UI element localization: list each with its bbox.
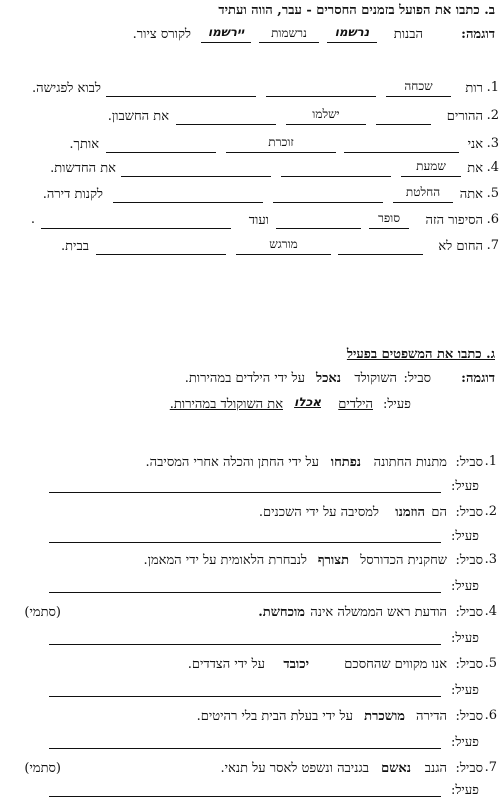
given-verb: מורגש <box>269 237 298 251</box>
active-label: פעיל: <box>450 479 479 494</box>
example-passive-verb: נאכל <box>315 371 341 386</box>
example-passive-rest: על ידי הילדים במהירות. <box>184 371 305 386</box>
given-verb: שכחה <box>404 79 433 93</box>
sentence-end: למסיבה על ידי השכנים. <box>258 505 379 520</box>
item-connector: ועוד <box>248 213 269 228</box>
answer-line[interactable] <box>49 592 441 593</box>
sentence-end: לנבחרת הלאומית על ידי המאמן. <box>143 553 307 568</box>
verb-line[interactable] <box>338 254 423 255</box>
verb-line[interactable] <box>121 176 271 177</box>
active-label: פעיל: <box>450 683 479 698</box>
answer-line[interactable] <box>49 542 441 543</box>
impersonal-note: (סתמי) <box>24 761 61 776</box>
item-subject: אני <box>467 137 483 152</box>
sentence-end: בגניבה ונשפט לאסר על תנאי. <box>220 761 369 776</box>
answer-line[interactable] <box>49 796 441 797</box>
passive-label: סביל: <box>455 657 483 672</box>
section-b-title: ב. כתבו את הפועל בזמנים החסרים - עבר, הווה ועתיד <box>218 3 495 18</box>
passive-label: סביל: <box>455 709 483 724</box>
item-subject: הסיפור הזה <box>425 213 483 228</box>
verb-line[interactable] <box>401 176 461 177</box>
passive-verb: נאשם <box>381 761 411 776</box>
given-verb: סופר <box>377 211 401 225</box>
example-suffix: לקורס ציור. <box>132 27 191 42</box>
item-suffix: . <box>30 212 35 227</box>
sentence-end: על ידי הצדדים. <box>187 657 265 672</box>
sentence-end: על ידי בעלת הבית בלי רהיטים. <box>196 709 353 724</box>
verb-line[interactable] <box>226 152 336 153</box>
answer-line <box>327 42 377 43</box>
active-label: פעיל: <box>450 735 479 750</box>
verb-line[interactable] <box>266 96 376 97</box>
example-future-verb: יירשמו <box>207 25 245 39</box>
impersonal-note: (סתמי) <box>24 605 61 620</box>
answer-line[interactable] <box>49 492 441 493</box>
verb-line[interactable] <box>106 152 216 153</box>
answer-line <box>201 42 251 43</box>
item-subject: את <box>467 161 483 176</box>
item-suffix: לקנות דירה. <box>42 187 103 202</box>
answer-line[interactable] <box>49 696 441 697</box>
answer-line[interactable] <box>49 748 441 749</box>
passive-label: סביל: <box>455 761 483 776</box>
item-number: 3. <box>484 552 497 567</box>
item-subject: ההורים <box>446 109 483 124</box>
item-subject: החום לא <box>438 239 483 254</box>
passive-verb: מושכרת <box>364 709 405 724</box>
verb-line[interactable] <box>281 176 391 177</box>
verb-line[interactable] <box>386 96 451 97</box>
sentence-end: על ידי החתן והכלה אחרי המסיבה. <box>145 455 319 470</box>
verb-line[interactable] <box>176 124 276 125</box>
passive-label: סביל: <box>455 605 483 620</box>
item-number: 5. <box>484 656 497 671</box>
example-active-subject: הילדים <box>338 397 373 412</box>
item-suffix: את החשבון. <box>107 109 169 124</box>
item-number: 1. <box>484 454 497 469</box>
verb-line[interactable] <box>106 96 256 97</box>
verb-line[interactable] <box>286 124 366 125</box>
item-suffix: בבית. <box>61 239 89 254</box>
example-label: דוגמה: <box>461 371 495 386</box>
sentence-start: אנו מקווים שהחסכם <box>344 657 447 672</box>
verb-line[interactable] <box>236 254 331 255</box>
item-suffix: לבוא לפגישה. <box>31 81 101 96</box>
example-passive-subject: השוקולד <box>354 371 397 386</box>
sentence-start: הם <box>431 505 447 520</box>
verb-line[interactable] <box>96 254 226 255</box>
item-number: 4. <box>484 604 497 619</box>
item-subject: אתה <box>459 187 483 202</box>
given-verb: זוכרת <box>268 135 294 149</box>
item-number: 6. <box>486 212 499 227</box>
verb-line[interactable] <box>273 202 383 203</box>
item-number: 2. <box>486 108 499 123</box>
item-number: 1. <box>486 80 499 95</box>
item-number: 7. <box>484 760 497 775</box>
passive-verb: יכובד <box>283 657 309 672</box>
item-number: 7. <box>486 238 499 253</box>
passive-label: סביל: <box>455 505 483 520</box>
example-subject: הבנות <box>393 27 423 42</box>
sentence-start: הגנב <box>424 761 447 776</box>
passive-verb: הוזמנו <box>395 505 425 520</box>
active-label: פעיל: <box>450 579 479 594</box>
example-active-label: פעיל: <box>382 397 411 412</box>
item-suffix: אותך. <box>69 137 99 152</box>
verb-line[interactable] <box>344 152 459 153</box>
given-verb: ישלמו <box>312 107 340 121</box>
passive-verb: נפתחו <box>330 455 361 470</box>
item-number: 6. <box>484 708 497 723</box>
verb-line[interactable] <box>276 228 361 229</box>
sentence-start: מתנות החתונה <box>373 455 447 470</box>
item-number: 3. <box>486 136 499 151</box>
passive-verb: תצורף <box>317 553 349 568</box>
section-g-title: ג. כתבו את המשפטים בפעיל <box>346 347 495 362</box>
example-label: דוגמה: <box>461 27 495 42</box>
example-active-verb: אכלו <box>294 395 321 409</box>
answer-line <box>259 42 319 43</box>
sentence-start: שחקנית הכדורסל <box>360 553 447 568</box>
given-verb: החלטת <box>405 185 441 199</box>
verb-line[interactable] <box>41 228 231 229</box>
item-subject: רות <box>465 81 483 96</box>
sentence-start: הדירה <box>415 709 447 724</box>
item-suffix: את החדשות. <box>50 161 116 176</box>
verb-line[interactable] <box>376 124 431 125</box>
example-passive-label: סביל: <box>403 371 431 386</box>
verb-line[interactable] <box>393 202 453 203</box>
passive-verb: מוכחשת. <box>258 605 305 620</box>
item-number: 5. <box>486 186 499 201</box>
item-number: 4. <box>486 160 499 175</box>
sentence-start: הודעת ראש הממשלה אינה <box>310 605 447 620</box>
example-present-verb: נרשמות <box>271 26 307 40</box>
passive-label: סביל: <box>455 455 483 470</box>
active-label: פעיל: <box>450 529 479 544</box>
verb-line[interactable] <box>113 202 263 203</box>
given-verb: שמעת <box>416 159 446 173</box>
example-past-verb: נרשמו <box>334 25 370 39</box>
answer-line[interactable] <box>49 644 441 645</box>
active-label: פעיל: <box>450 631 479 646</box>
verb-line[interactable] <box>369 228 409 229</box>
example-active-rest: את השוקולד במהירות. <box>169 397 283 412</box>
active-label: פעיל: <box>450 783 479 798</box>
item-number: 2. <box>484 504 497 519</box>
passive-label: סביל: <box>455 553 483 568</box>
